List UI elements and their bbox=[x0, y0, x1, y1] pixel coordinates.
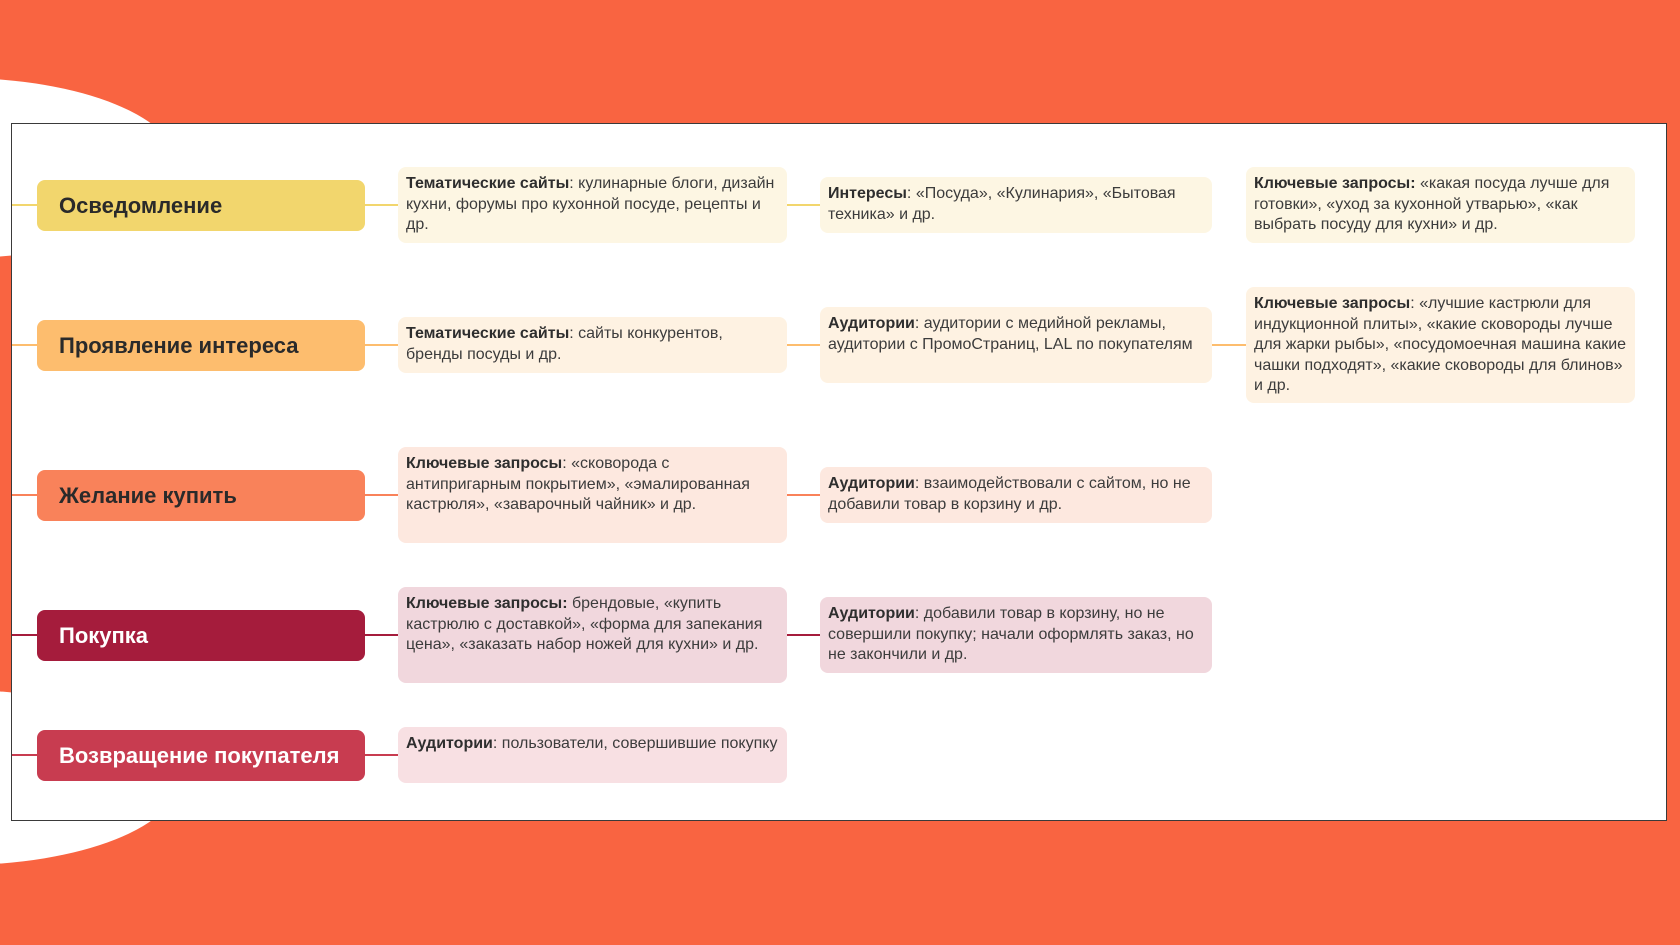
card-text: : пользователи, совершившие покупку bbox=[492, 735, 778, 752]
card-text: : аудитории с медийной рекламы, аудитории с ПромоСтраниц, LAL по покупателям bbox=[828, 315, 1193, 353]
card-title: Ключевые запросы: bbox=[1254, 175, 1416, 192]
channel-card bbox=[398, 727, 787, 783]
card-text: : «сковорода с антипригарным покрытием», «эмалированная кастрюля», «заварочный чайник» и др. bbox=[406, 455, 750, 513]
funnel-row-return bbox=[12, 727, 1668, 783]
channel-card bbox=[820, 467, 1212, 523]
channel-card bbox=[820, 307, 1212, 383]
stage-label-desire bbox=[37, 470, 365, 521]
funnel-row-desire bbox=[12, 447, 1668, 543]
channel-card bbox=[398, 447, 787, 543]
channel-card bbox=[820, 177, 1212, 233]
card-text: : «Посуда», «Кулинария», «Бытовая техника» и др. bbox=[828, 185, 1176, 223]
card-title: Ключевые запросы bbox=[406, 455, 563, 472]
card-text: : взаимодействовали с сайтом, но не добавили товар в корзину и др. bbox=[828, 475, 1191, 513]
card-text: : добавили товар в корзину, но не совершили покупку; начали оформлять заказ, но не закончили и др. bbox=[828, 605, 1194, 663]
channel-card bbox=[1246, 287, 1635, 403]
card-text: : сайты конкурентов, бренды посуды и др. bbox=[406, 325, 723, 363]
stage-label-text: Желание купить bbox=[59, 482, 237, 508]
card-text: брендовые, «купить кастрюлю с доставкой», «форма для запекания цена», «заказать набор ножей для кухни» и др. bbox=[406, 595, 763, 653]
channel-card bbox=[398, 167, 787, 243]
stage-label-text: Возвращение покупателя bbox=[59, 742, 340, 768]
channel-card bbox=[1246, 167, 1635, 243]
stage-label-text: Проявление интереса bbox=[59, 332, 299, 358]
card-title: Интересы bbox=[828, 185, 907, 202]
funnel-row-awareness bbox=[12, 167, 1668, 243]
channel-card bbox=[820, 597, 1212, 673]
channel-card bbox=[398, 587, 787, 683]
funnel-row-interest bbox=[12, 287, 1668, 403]
card-text: : «лучшие кастрюли для индукционной плиты», «какие сковороды лучше для жарки рыбы», «посудомоечная машина какие чашки подходят», «какие сковороды для блинов» и др. bbox=[1254, 295, 1627, 394]
card-title: Тематические сайты bbox=[406, 175, 570, 192]
funnel-panel bbox=[11, 123, 1667, 821]
card-text: : кулинарные блоги, дизайн кухни, форумы про кухонной посуде, рецепты и др. bbox=[406, 175, 775, 233]
card-title: Аудитории bbox=[828, 475, 915, 492]
card-text: «какая посуда лучше для готовки», «уход за кухонной утварью», «как выбрать посуду для кухни» и др. bbox=[1254, 175, 1610, 233]
card-title: Аудитории bbox=[828, 605, 915, 622]
card-title: Ключевые запросы: bbox=[406, 595, 568, 612]
stage-label-awareness bbox=[37, 180, 365, 231]
card-title: Ключевые запросы bbox=[1254, 295, 1411, 312]
stage-label-text: Покупка bbox=[59, 622, 149, 648]
card-title: Тематические сайты bbox=[406, 325, 570, 342]
stage-label-return bbox=[37, 730, 365, 781]
stage-label-purchase bbox=[37, 610, 365, 661]
stage-label-text: Осведомление bbox=[59, 192, 223, 218]
card-title: Аудитории bbox=[828, 315, 915, 332]
channel-card bbox=[398, 317, 787, 373]
card-title: Аудитории bbox=[406, 735, 493, 752]
funnel-row-purchase bbox=[12, 587, 1668, 683]
stage-label-interest bbox=[37, 320, 365, 371]
